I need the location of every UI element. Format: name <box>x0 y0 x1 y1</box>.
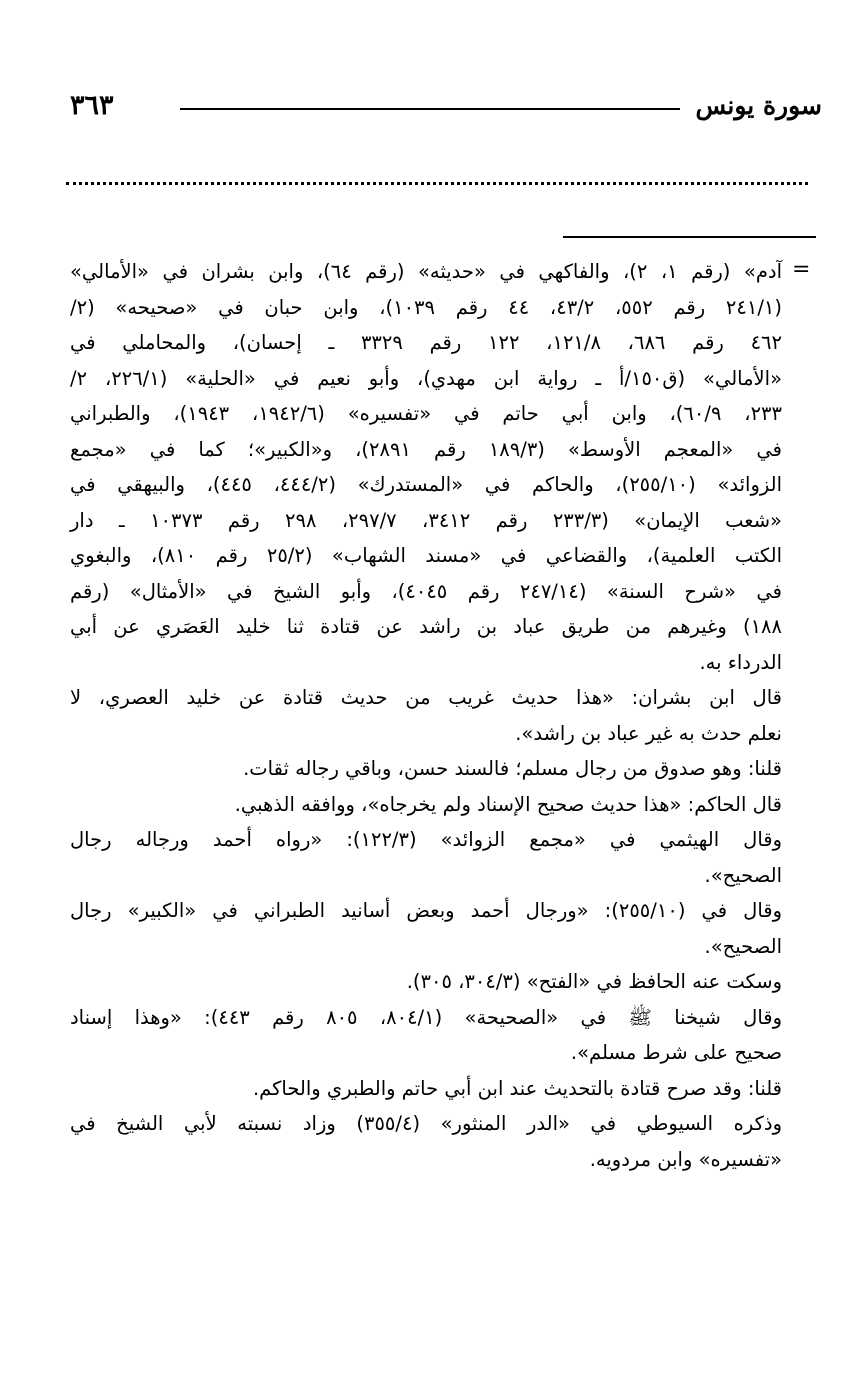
text-line: في «المعجم الأوسط» (١٨٩/٣ رقم ٢٨٩١)، و«الكبير»؛ كما في «مجمع <box>70 437 782 461</box>
text-line: صحيح على شرط مسلم». <box>570 1041 782 1064</box>
footnote-separator <box>563 236 816 238</box>
continuation-mark: = <box>792 257 811 282</box>
page-number: ٣٦٣ <box>70 90 114 121</box>
dotted-separator <box>66 182 808 185</box>
text-line: «تفسيره» وابن مردويه. <box>589 1147 782 1171</box>
text-line: قلنا: وهو صدوق من رجال مسلم؛ فالسند حسن، وباقي رجاله ثقات. <box>243 757 782 780</box>
text-line: (٢٤١/١ رقم ٥٥٢، ٤٣/٢، ٤٤ رقم ١٠٣٩)، وابن حبان في «صحيحه» (٢/ <box>70 295 782 319</box>
text-line: وقال في (٢٥٥/١٠): «ورجال أحمد وبعض أسانيد الطبراني في «الكبير» رجال <box>70 899 782 922</box>
text-line: وقال الهيثمي في «مجمع الزوائد» (١٢٢/٣): «رواه أحمد ورجاله رجال <box>70 828 783 851</box>
text-line: الزوائد» (٢٥٥/١٠)، والحاكم في «المستدرك» (٤٤٤/٢، ٤٤٥)، والبيهقي في <box>70 473 782 496</box>
text-line: وسكت عنه الحافظ في «الفتح» (٣٠٤/٣، ٣٠٥). <box>406 970 782 993</box>
text-line: ١٨٨) وغيرهم من طريق عباد بن راشد عن قتادة ثنا خليد العَصَري عن أبي <box>70 615 782 638</box>
text-line: قال الحاكم: «هذا حديث صحيح الإسناد ولم يخرجاه»، ووافقه الذهبي. <box>234 792 782 816</box>
page-header <box>60 88 822 128</box>
footnote-text <box>70 254 782 1177</box>
text-line: الصحيح». <box>704 934 782 958</box>
text-line: قال ابن بشران: «هذا حديث غريب من حديث قتادة عن خليد العصري، لا <box>70 686 782 709</box>
text-line: ٤٦٢ رقم ٦٨٦، ١٢١/٨، ١٢٢ رقم ٣٣٢٩ ـ إحسان)، والمحاملي في <box>70 331 782 354</box>
text-line: آدم» (رقم ١، ٢)، والفاكهي في «حديثه» (رقم ٦٤)، وابن بشران في «الأمالي» <box>70 260 782 283</box>
surah-title: سورة يونس <box>695 91 822 120</box>
text-line: الصحيح». <box>704 863 782 887</box>
text-line: في «شرح السنة» (٢٤٧/١٤ رقم ٤٠٤٥)، وأبو الشيخ في «الأمثال» (رقم <box>70 579 782 603</box>
text-line: الدرداء به. <box>699 650 782 674</box>
text-line: نعلم حدث به غير عباد بن راشد». <box>515 721 782 745</box>
text-line: «شعب الإيمان» (٢٣٣/٣ رقم ٣٤١٢، ٢٩٧/٧، ٢٩٨ رقم ١٠٣٧٣ ـ دار <box>70 508 782 532</box>
text-line: وقال شيخنا ﷺ في «الصحيحة» (٨٠٤/١، ٨٠٥ رقم ٤٤٣): «وهذا إسناد <box>70 1005 783 1029</box>
text-line: قلنا: وقد صرح قتادة بالتحديث عند ابن أبي حاتم والطبري والحاكم. <box>252 1076 782 1100</box>
text-line: ٢٣٣، ٦٠/٩)، وابن أبي حاتم في «تفسيره» (١٩٤٢/٦، ١٩٤٣)، والطبراني <box>70 402 782 425</box>
text-line: وذكره السيوطي في «الدر المنثور» (٣٥٥/٤) وزاد نسبته لأبي الشيخ في <box>70 1112 782 1135</box>
text-line: «الأمالي» (ق١٥٠/أ ـ رواية ابن مهدي)، وأبو نعيم في «الحلية» (٢٢٦/١، ٢/ <box>70 366 783 390</box>
header-rule <box>180 108 680 110</box>
text-line: الكتب العلمية)، والقضاعي في «مسند الشهاب» (٢٥/٢ رقم ٨١٠)، والبغوي <box>70 544 782 567</box>
